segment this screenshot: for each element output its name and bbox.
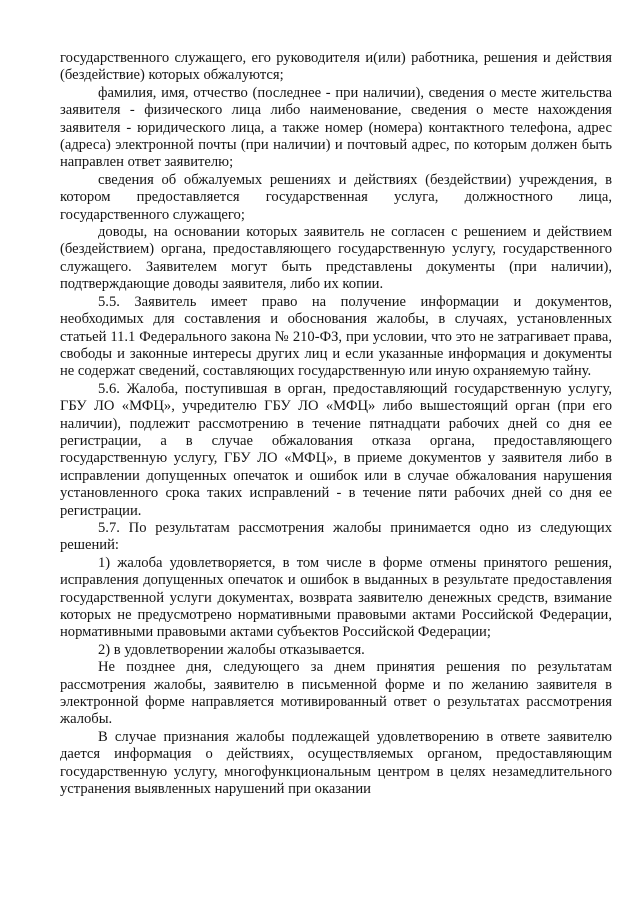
paragraph-5-7: 5.7. По результатам рассмотрения жалобы принимается одно из следующих решений: [60, 519, 612, 554]
list-item-1: 1) жалоба удовлетворяется, в том числе в форме отмены принятого решения, исправления допущенных опечаток и ошибок в выданных в результате предоставления государственной услуги документах, возврата заявителю денежных средств, взимание которых не предусмотрено нормативными правовыми актами Российской Федерации, нормативными правовыми актами субъектов Российской Федерации; [60, 554, 612, 641]
paragraph-4: доводы, на основании которых заявитель не согласен с решением и действием (бездействием) органа, предоставляющего государственную услугу, государственного служащего. Заявителем могут быть представлены документы (при наличии), подтверждающие доводы заявителя, либо их копии. [60, 224, 612, 293]
paragraph-3: сведения об обжалуемых решениях и действиях (бездействии) учреждения, в котором предоставляется государственная услуга, должностного лица, государственного служащего; [60, 171, 612, 223]
paragraph-5-5: 5.5. Заявитель имеет право на получение информации и документов, необходимых для составления и обоснования жалобы, в случаях, установленных статьей 11.1 Федерального закона № 210-ФЗ, при условии, что это не затрагивает права, свободы и законные интересы других лиц и если указанные информация и документы не содержат сведений, составляющих государственную или иную охраняемую тайну. [60, 293, 612, 380]
document-body [60, 50, 612, 798]
list-item-2: 2) в удовлетворении жалобы отказывается. [98, 641, 365, 658]
paragraph-satisfaction-case: В случае признания жалобы подлежащей удовлетворению в ответе заявителю дается информация о действиях, осуществляемых органом, предоставляющим государственную услугу, многофункциональным центром в целях незамедлительного устранения выявленных нарушений при оказании [60, 728, 612, 798]
paragraph-1: государственного служащего, его руководителя и(или) работника, решения и действия (бездействие) которых обжалуются; [60, 50, 612, 84]
paragraph-2: фамилия, имя, отчество (последнее - при наличии), сведения о месте жительства заявителя - физического лица либо наименование, сведения о месте нахождения заявителя - юридического лица, а также номер (номера) контактного телефона, адрес (адреса) электронной почты (при наличии) и почтовый адрес, по которым должен быть направлен ответ заявителю; [60, 84, 612, 171]
paragraph-5-6: 5.6. Жалоба, поступившая в орган, предоставляющий государственную услугу, ГБУ ЛО «МФЦ», учредителю ГБУ ЛО «МФЦ» либо вышестоящий орган (при его наличии), подлежит рассмотрению в течение пятнадцати рабочих дней со дня ее регистрации, а в случае обжалования отказа органа, предоставляющего государственную услугу, ГБУ ЛО «МФЦ», в приеме документов у заявителя либо в исправлении допущенных опечаток и ошибок или в случае обжалования нарушения установленного срока таких исправлений - в течение пяти рабочих дней со дня ее регистрации. [60, 380, 612, 519]
paragraph-response-deadline: Не позднее дня, следующего за днем принятия решения по результатам рассмотрения жалобы, заявителю в письменной форме и по желанию заявителя в электронной форме направляется мотивированный ответ о результатах рассмотрения жалобы. [60, 659, 612, 728]
